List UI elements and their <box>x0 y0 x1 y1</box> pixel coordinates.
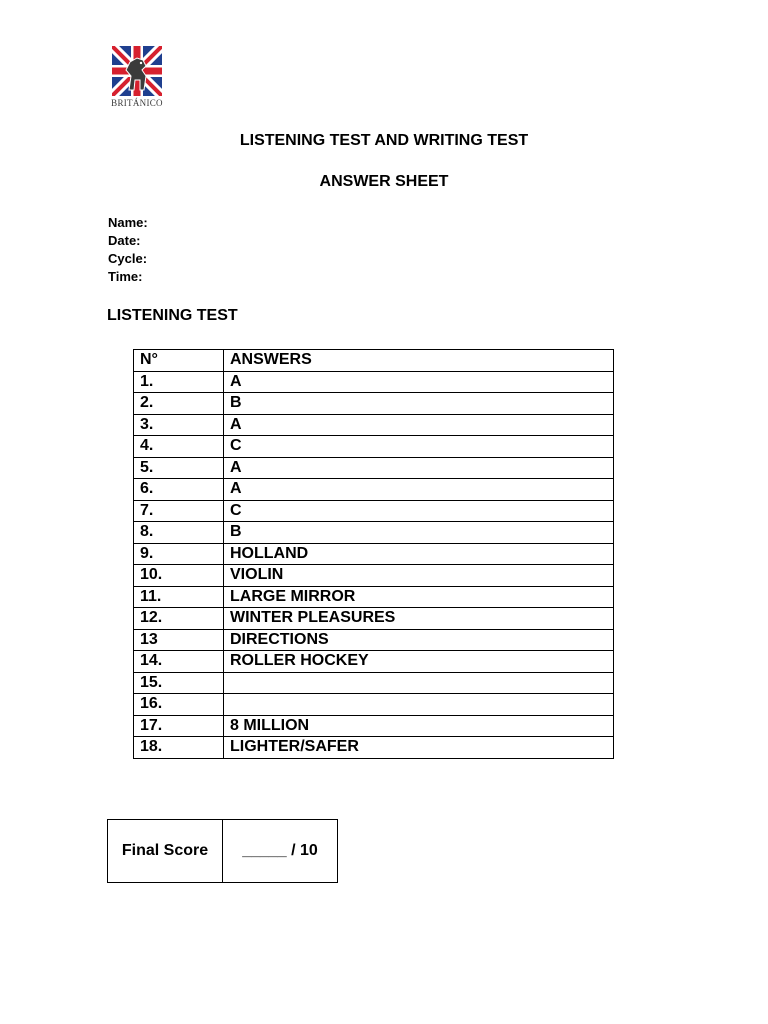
table-row <box>134 393 614 415</box>
question-number: 8. <box>134 522 224 544</box>
table-row <box>134 565 614 587</box>
answers-table <box>133 349 614 759</box>
table-header-row <box>134 350 614 372</box>
table-row <box>134 500 614 522</box>
table-row <box>134 672 614 694</box>
document-subtitle: ANSWER SHEET <box>319 173 449 190</box>
table-row <box>134 479 614 501</box>
union-flag-lion-emblem <box>112 46 162 96</box>
date-label: Date: <box>108 233 141 248</box>
table-row <box>134 436 614 458</box>
answer-cell: A <box>224 371 614 393</box>
time-label: Time: <box>108 269 143 284</box>
answer-cell: A <box>224 479 614 501</box>
question-number: 17. <box>134 715 224 737</box>
table-row <box>134 543 614 565</box>
question-number: 1. <box>134 371 224 393</box>
question-number: 14. <box>134 651 224 673</box>
table-row <box>134 457 614 479</box>
answer-cell: ROLLER HOCKEY <box>224 651 614 673</box>
table-row <box>134 737 614 759</box>
question-number: 7. <box>134 500 224 522</box>
student-info-fields <box>108 214 148 286</box>
header-number: N° <box>134 350 224 372</box>
name-label: Name: <box>108 215 148 230</box>
answer-cell: B <box>224 522 614 544</box>
table-row <box>134 414 614 436</box>
question-number: 18. <box>134 737 224 759</box>
answer-cell: C <box>224 436 614 458</box>
question-number: 12. <box>134 608 224 630</box>
table-row <box>134 586 614 608</box>
answer-cell: LIGHTER/SAFER <box>224 737 614 759</box>
answer-cell <box>224 694 614 716</box>
answer-cell: 8 MILLION <box>224 715 614 737</box>
final-score-box <box>107 819 338 883</box>
answer-cell: A <box>224 457 614 479</box>
table-row <box>134 608 614 630</box>
table-row <box>134 694 614 716</box>
question-number: 3. <box>134 414 224 436</box>
table-row <box>134 522 614 544</box>
answer-cell: VIOLIN <box>224 565 614 587</box>
answer-cell: DIRECTIONS <box>224 629 614 651</box>
question-number: 4. <box>134 436 224 458</box>
answer-cell: LARGE MIRROR <box>224 586 614 608</box>
question-number: 2. <box>134 393 224 415</box>
table-row <box>134 651 614 673</box>
logo-wordmark: BRITÁNICO <box>111 98 163 108</box>
question-number: 10. <box>134 565 224 587</box>
answer-cell: A <box>224 414 614 436</box>
britanico-logo <box>106 44 168 116</box>
table-row <box>134 371 614 393</box>
question-number: 15. <box>134 672 224 694</box>
document-title: LISTENING TEST AND WRITING TEST <box>239 132 529 149</box>
header-answers: ANSWERS <box>224 350 614 372</box>
final-score-value: _____ / 10 <box>242 842 318 859</box>
question-number: 9. <box>134 543 224 565</box>
answer-cell: WINTER PLEASURES <box>224 608 614 630</box>
answer-cell: C <box>224 500 614 522</box>
answer-cell: HOLLAND <box>224 543 614 565</box>
cycle-label: Cycle: <box>108 251 148 266</box>
final-score-label: Final Score <box>108 820 223 882</box>
question-number: 5. <box>134 457 224 479</box>
question-number: 11. <box>134 586 224 608</box>
table-row <box>134 715 614 737</box>
answer-cell <box>224 672 614 694</box>
question-number: 6. <box>134 479 224 501</box>
answer-cell: B <box>224 393 614 415</box>
section-title: LISTENING TEST <box>107 307 238 324</box>
question-number: 16. <box>134 694 224 716</box>
table-row <box>134 629 614 651</box>
question-number: 13 <box>134 629 224 651</box>
